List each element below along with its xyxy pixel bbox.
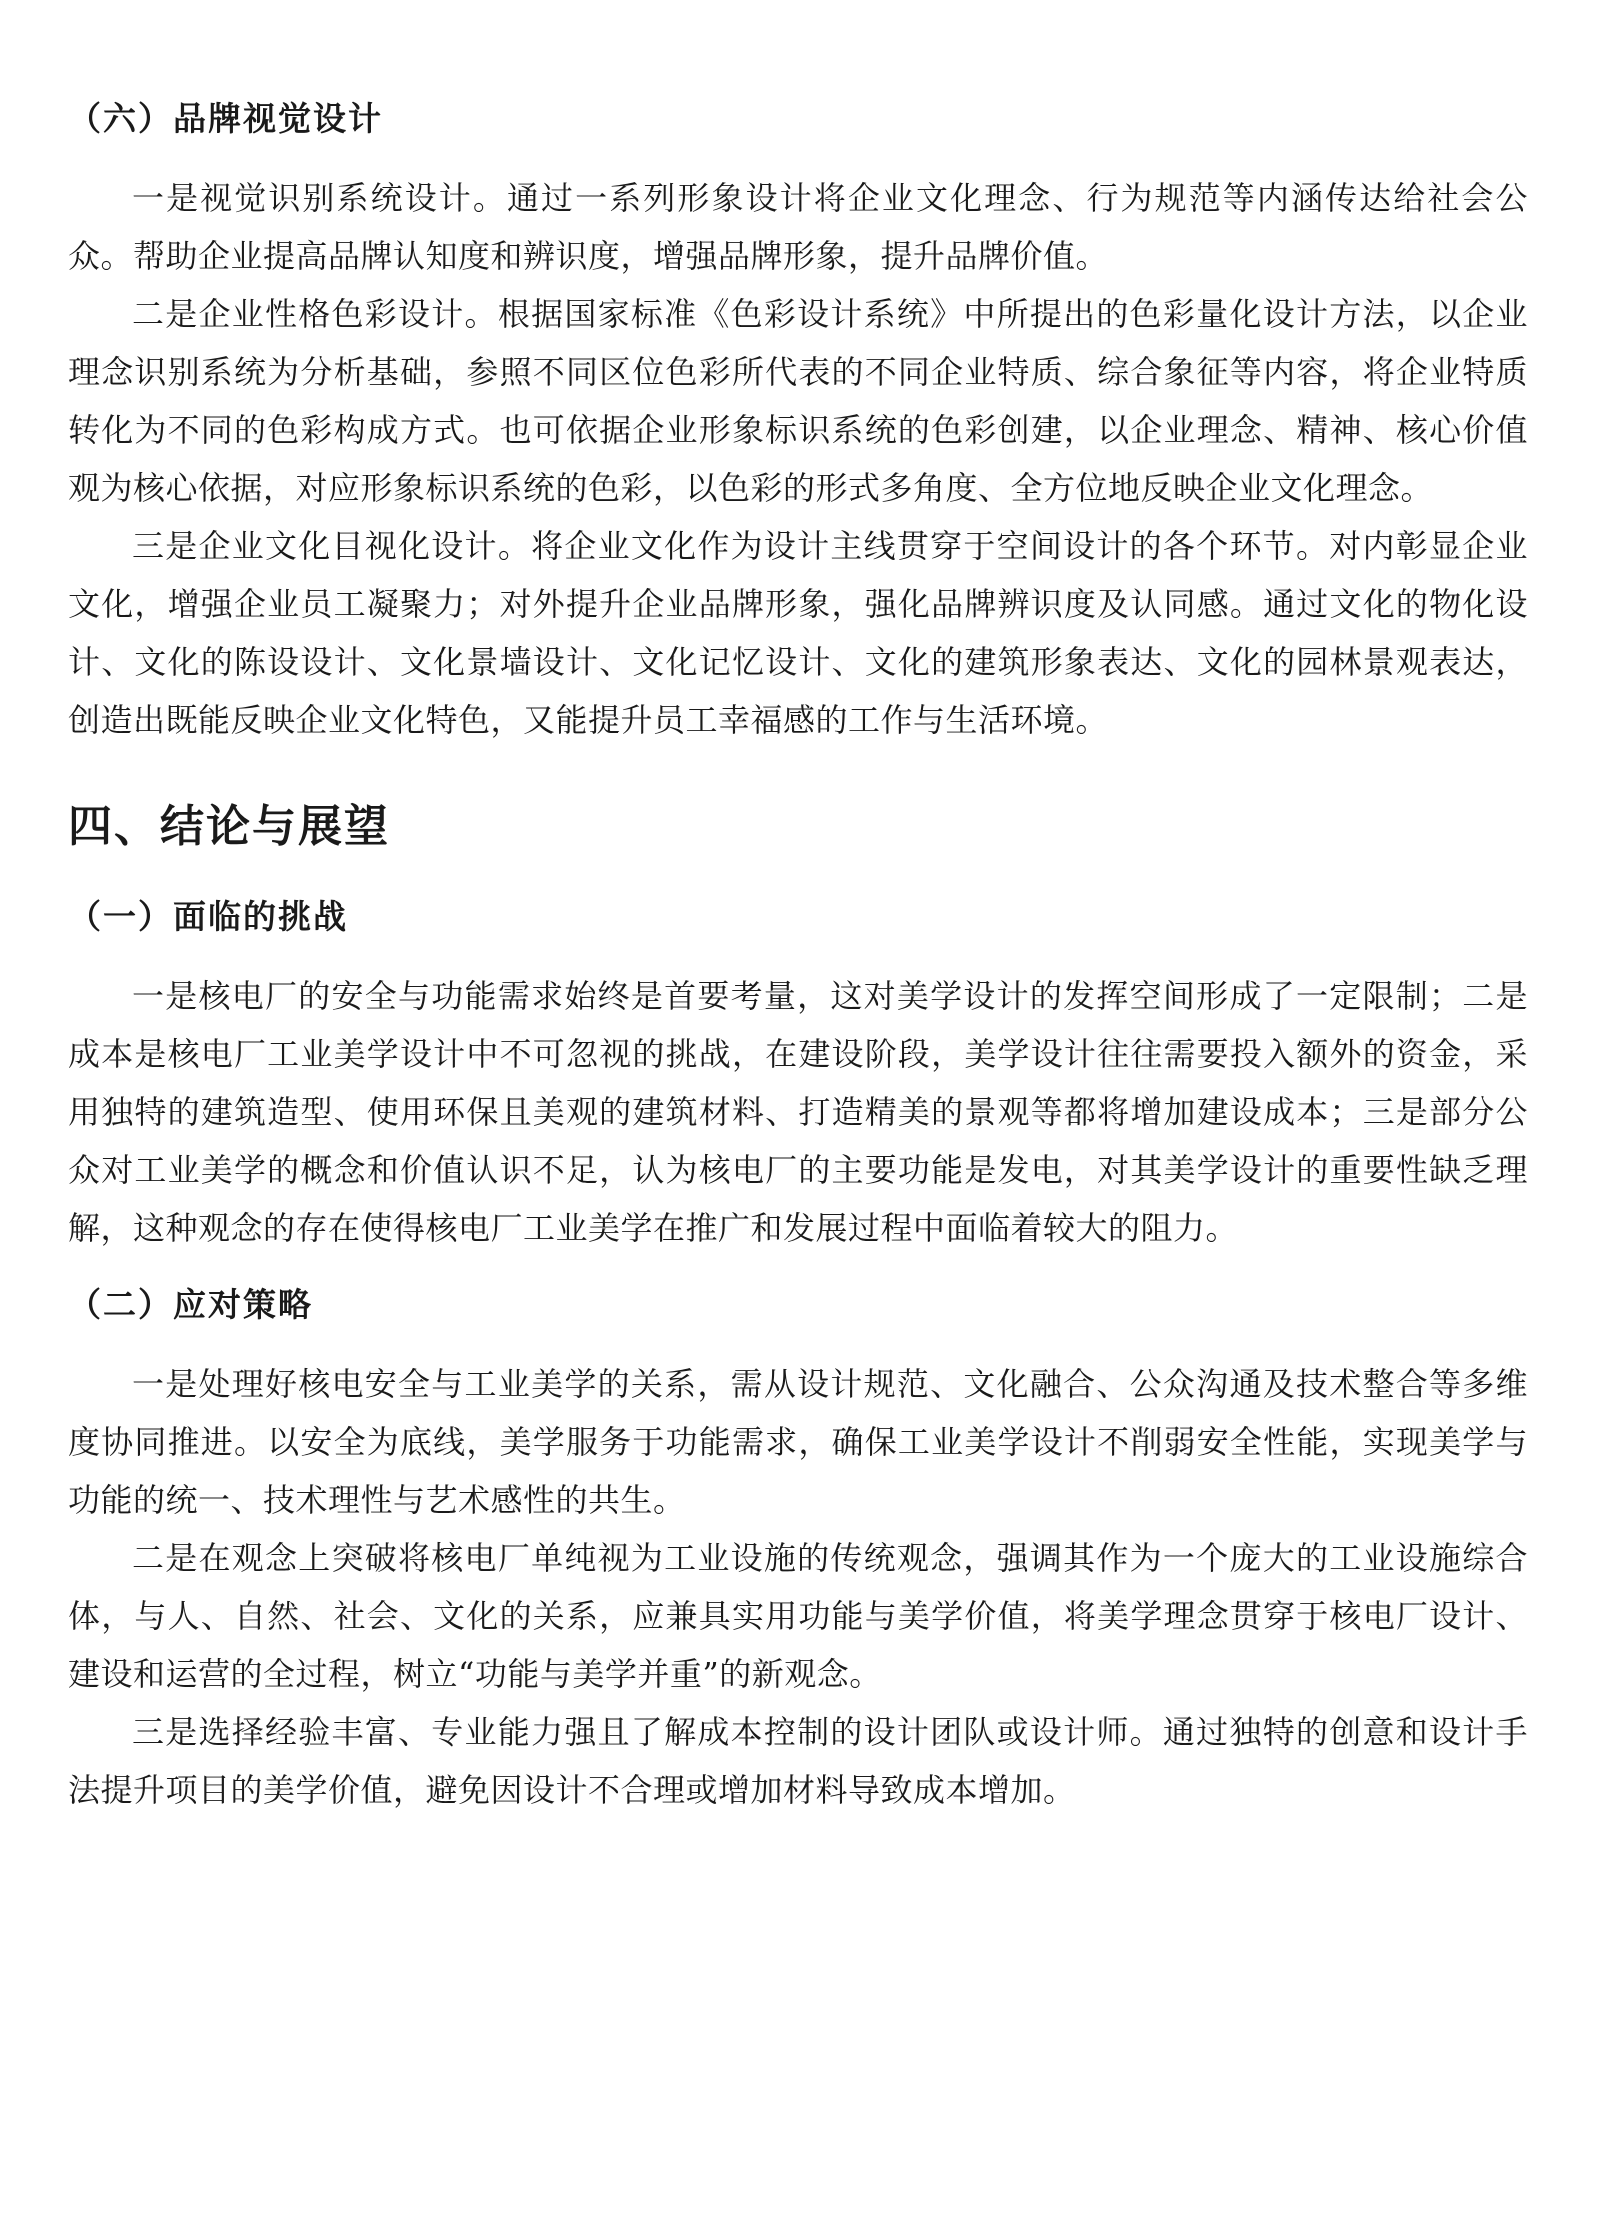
section-heading: （二）应对策略 <box>68 1285 313 1324</box>
paragraph: 一是核电厂的安全与功能需求始终是首要考量，这对美学设计的发挥空间形成了一定限制；二是成本是核电厂工业美学设计中不可忽视的挑战，在建设阶段，美学设计往往需要投入额外的资金，采用独特的建筑造型、使用环保且美观的建筑材料、打造精美的景观等都将增加建设成本；三是部分公众对工业美学的概念和价值认识不足，认为核电厂的主要功能是发电，对其美学设计的重要性缺乏理解，这种观念的存在使得核电厂工业美学在推广和发展过程中面临着较大的阻力。 <box>68 977 1528 1247</box>
section-challenges <box>68 893 1528 1257</box>
paragraph: 三是选择经验丰富、专业能力强且了解成本控制的设计团队或设计师。通过独特的创意和设计手法提升项目的美学价值，避免因设计不合理或增加材料导致成本增加。 <box>68 1713 1528 1809</box>
paragraph: 三是企业文化目视化设计。将企业文化作为设计主线贯穿于空间设计的各个环节。对内彰显企业文化，增强企业员工凝聚力；对外提升企业品牌形象，强化品牌辨识度及认同感。通过文化的物化设计、文化的陈设设计、文化景墙设计、文化记忆设计、文化的建筑形象表达、文化的园林景观表达，创造出既能反映企业文化特色，又能提升员工幸福感的工作与生活环境。 <box>68 527 1528 739</box>
section-heading: （六）品牌视觉设计 <box>68 99 383 138</box>
chapter-title: 四、结论与展望 <box>68 801 390 852</box>
paragraph: 二是在观念上突破将核电厂单纯视为工业设施的传统观念，强调其作为一个庞大的工业设施综合体，与人、自然、社会、文化的关系，应兼具实用功能与美学价值，将美学理念贯穿于核电厂设计、建设和运营的全过程，树立“功能与美学并重”的新观念。 <box>68 1539 1528 1693</box>
section-heading: （一）面临的挑战 <box>68 897 348 936</box>
paragraph: 一是视觉识别系统设计。通过一系列形象设计将企业文化理念、行为规范等内涵传达给社会公众。帮助企业提高品牌认知度和辨识度，增强品牌形象，提升品牌价值。 <box>68 179 1528 275</box>
section-strategies <box>68 1281 1528 1819</box>
section-brand-visual-design <box>68 95 1528 749</box>
paragraph: 一是处理好核电安全与工业美学的关系，需从设计规范、文化融合、公众沟通及技术整合等多维度协同推进。以安全为底线，美学服务于功能需求，确保工业美学设计不削弱安全性能，实现美学与功能的统一、技术理性与艺术感性的共生。 <box>68 1365 1528 1519</box>
document-page <box>68 95 1528 1843</box>
paragraph: 二是企业性格色彩设计。根据国家标准《色彩设计系统》中所提出的色彩量化设计方法，以企业理念识别系统为分析基础，参照不同区位色彩所代表的不同企业特质、综合象征等内容，将企业特质转化为不同的色彩构成方式。也可依据企业形象标识系统的色彩创建，以企业理念、精神、核心价值观为核心依据，对应形象标识系统的色彩，以色彩的形式多角度、全方位地反映企业文化理念。 <box>68 295 1528 507</box>
